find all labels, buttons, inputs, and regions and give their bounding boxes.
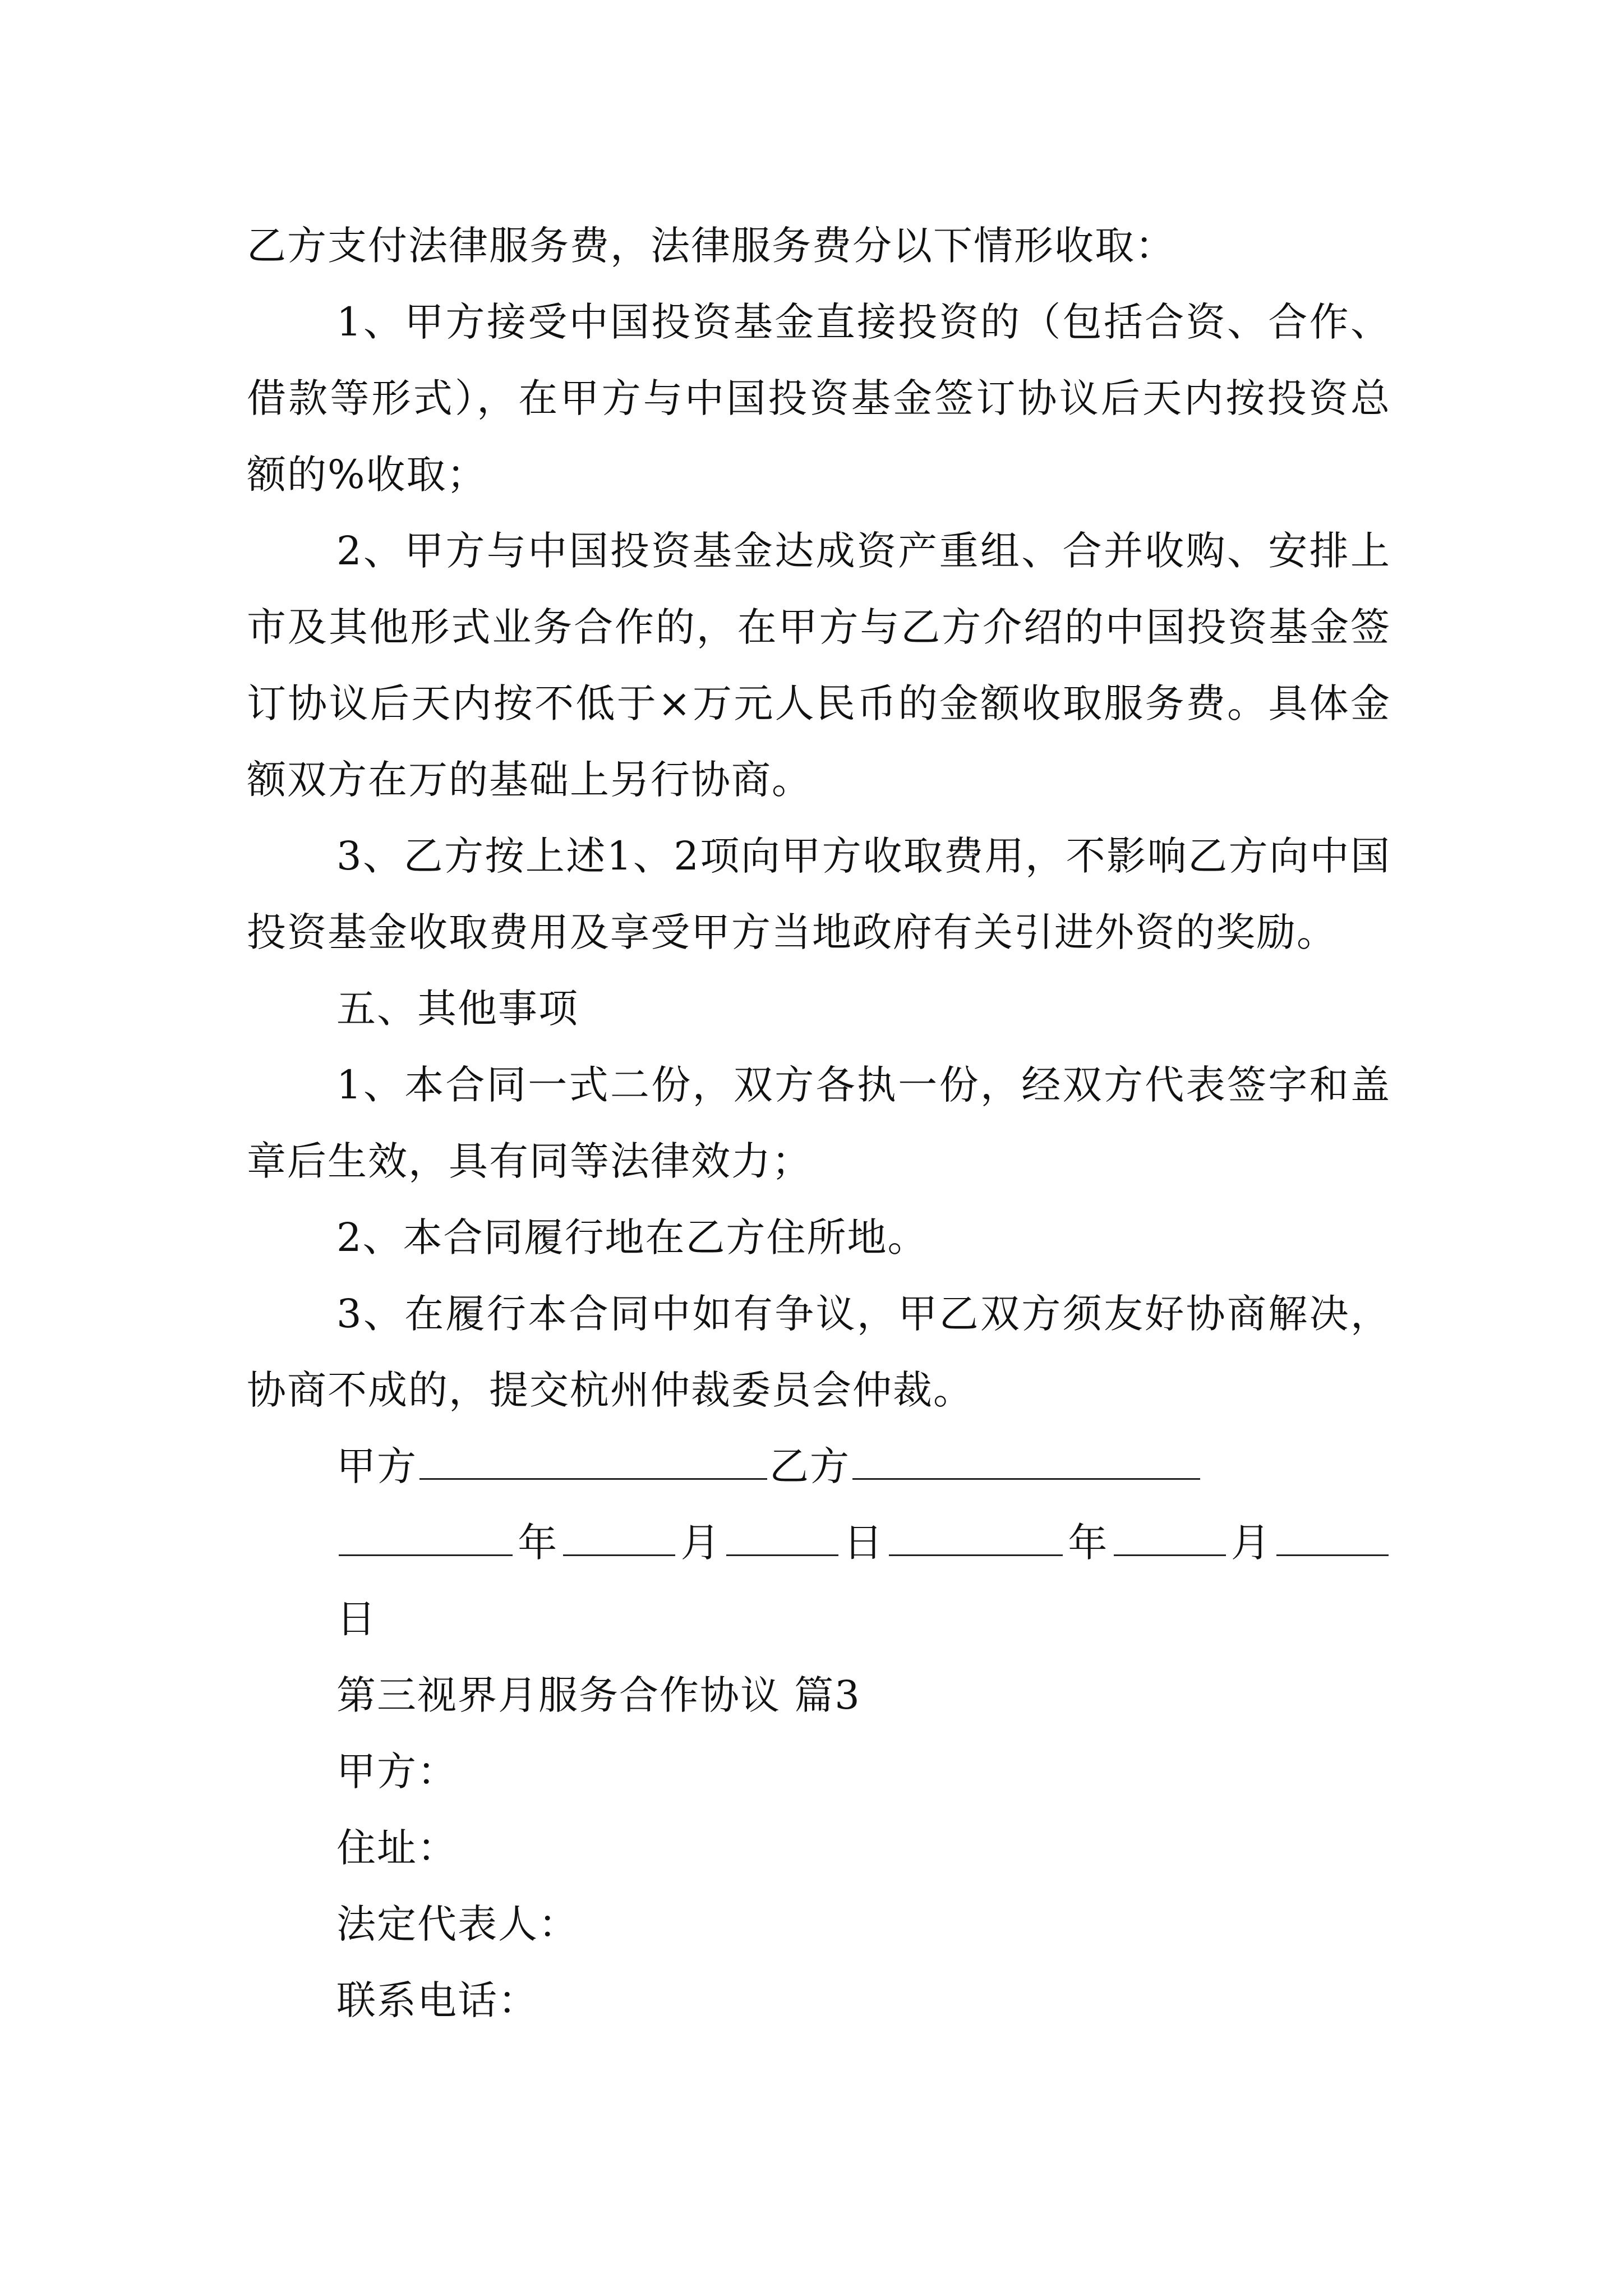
day-label-b: 日 [336, 1596, 377, 1642]
party-a-label: 甲方 [336, 1443, 417, 1489]
document-body [247, 208, 1391, 2039]
year-label-a: 年 [515, 1520, 561, 1566]
section-heading-other-matters: 五、其他事项 [336, 986, 579, 1032]
agreement-3-address-label: 住址： [336, 1825, 458, 1871]
paragraph-fee-item-2: 2、甲方与中国投资基金达成资产重组、合并收购、安排上市及其他形式业务合作的，在甲方与乙方介绍的中国投资基金签订协议后天内按不低于×万元人民币的金额收取服务费。具体金额双方在万的基础上另行协商。 [247, 528, 1391, 803]
paragraph-fee-item-3: 3、乙方按上述1、2项向甲方收取费用，不影响乙方向中国投资基金收取费用及享受甲方当地政府有关引进外资的奖励。 [247, 833, 1391, 955]
agreement-3-legal-rep-label: 法定代表人： [336, 1901, 579, 1947]
paragraph-fee-item-1: 1、甲方接受中国投资基金直接投资的（包括合资、合作、借款等形式），在甲方与中国投资基金签订协议后天内按投资总额的%收取； [247, 299, 1391, 498]
party-b-year-blank[interactable] [889, 1519, 1063, 1556]
party-b-month-blank[interactable] [1114, 1519, 1226, 1556]
agreement-3-title: 第三视界月服务合作协议 篇3 [336, 1672, 861, 1718]
month-label-a: 月 [677, 1520, 724, 1566]
paragraph-fee-intro: 乙方支付法律服务费，法律服务费分以下情形收取： [247, 223, 1175, 269]
agreement-3-phone-label: 联系电话： [336, 1977, 538, 2023]
year-label-b: 年 [1065, 1520, 1112, 1566]
party-b-label: 乙方 [769, 1443, 850, 1489]
day-label-a: 日 [840, 1520, 887, 1566]
party-b-day-blank[interactable] [1276, 1519, 1389, 1556]
agreement-3-party-a-label: 甲方： [336, 1749, 458, 1795]
party-a-year-blank[interactable] [339, 1519, 513, 1556]
paragraph-other-item-1: 1、本合同一式二份，双方各执一份，经双方代表签字和盖章后生效，具有同等法律效力； [247, 1062, 1391, 1184]
date-line [247, 1504, 1391, 1657]
party-a-month-blank[interactable] [563, 1519, 675, 1556]
party-a-signature-blank[interactable] [419, 1442, 767, 1480]
paragraph-other-item-2: 2、本合同履行地在乙方住所地。 [336, 1214, 928, 1260]
signature-line [247, 1428, 1391, 1504]
paragraph-other-item-3: 3、在履行本合同中如有争议，甲乙双方须友好协商解决，协商不成的，提交杭州仲裁委员会仲裁。 [247, 1291, 1391, 1413]
party-b-signature-blank[interactable] [852, 1442, 1200, 1480]
party-a-day-blank[interactable] [726, 1519, 838, 1556]
month-label-b: 月 [1228, 1520, 1275, 1566]
